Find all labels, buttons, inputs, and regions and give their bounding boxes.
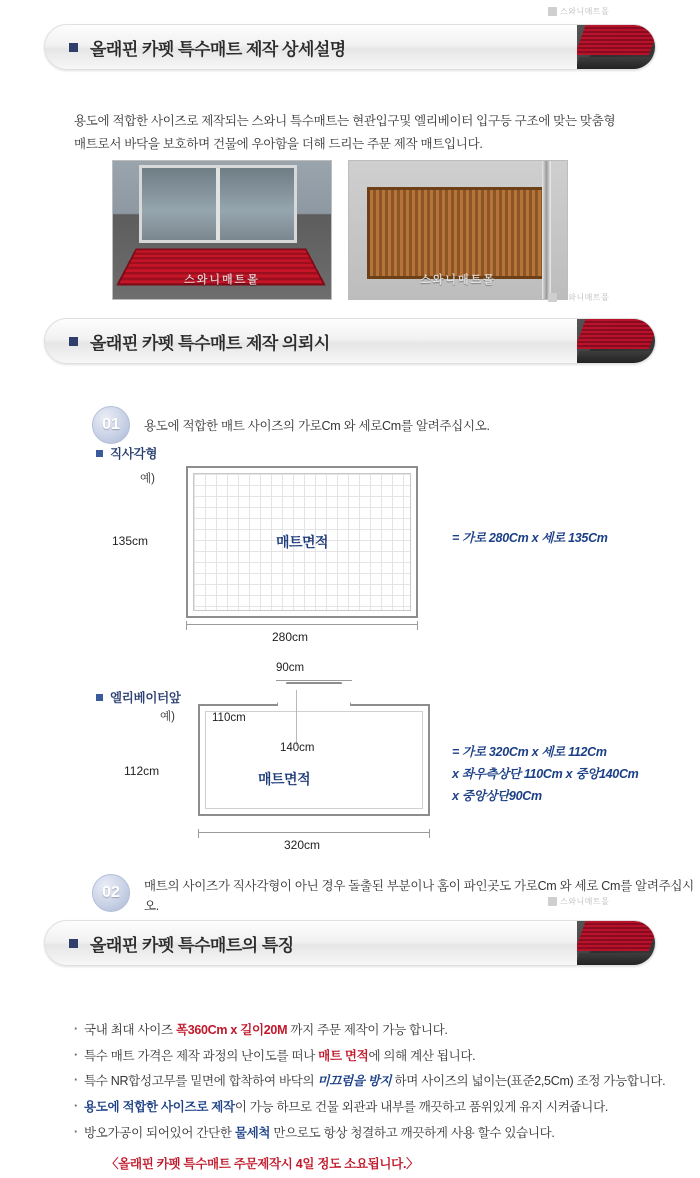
- list-item: [72, 1095, 700, 1121]
- diagram-elev-width-label: 320cm: [284, 838, 321, 852]
- watermark-bottom: [548, 896, 609, 907]
- watermark-text: 스와니매트몰: [560, 7, 610, 16]
- square-bullet-icon: [96, 694, 103, 701]
- diagram-elev-notch: [278, 702, 350, 706]
- features-ul: [72, 1018, 700, 1146]
- feature-pre: 특수 매트 가격은 제작 과정의 난이도를 떠나: [84, 1048, 319, 1063]
- diagram-elev-height-label: 112cm: [124, 764, 160, 778]
- diagram-rect-example: 예): [140, 473, 155, 485]
- diagram-elev-label-wrap: [96, 688, 181, 706]
- watermark-text: 스와니매트몰: [560, 897, 610, 906]
- watermark-icon: [548, 7, 557, 16]
- feature-post: 만으로도 항상 청결하고 깨끗하게 사용 할수 있습니다.: [270, 1125, 555, 1140]
- step-badge-02: 02: [92, 874, 130, 912]
- diagram-rect-width-label: 280cm: [272, 630, 309, 644]
- intro-line-1: 용도에 적합한 사이즈로 제작되는 스와니 특수매트는 현관입구및 엘리베이터 입구등 구조에 맞는 맞춤형: [74, 114, 616, 128]
- diagram-rect-area-label: 매트면적: [275, 534, 329, 550]
- section-title-order: 올래핀 카펫 특수매트 제작 의뢰시: [90, 333, 330, 353]
- diagram-elev-top-dimline: [276, 680, 352, 681]
- section-title-features: 올래핀 카펫 특수매트의 특징: [90, 935, 294, 955]
- door-graphic: [139, 165, 297, 243]
- photo-watermark: 스와니매트몰: [420, 274, 496, 286]
- bullet-icon: [69, 43, 78, 52]
- diagram-elev-equation-line-2: x 좌우측상단 110Cm x 중앙140Cm: [452, 766, 639, 781]
- list-item: [72, 1018, 700, 1044]
- section-header-features: [44, 920, 656, 966]
- diagram-elevator: [0, 646, 700, 864]
- diagram-elev-left-inner-label: 110cm: [212, 712, 246, 724]
- watermark-top: [548, 6, 609, 17]
- photo-entrance: [112, 160, 332, 300]
- feature-em: 매트 면적: [318, 1048, 369, 1063]
- closing-note: 〈올래핀 카펫 특수매트 주문제작시 4일 정도 소요됩니다.〉: [106, 1157, 419, 1172]
- diagram-elev-equation-line-3: x 중앙상단90Cm: [452, 788, 542, 803]
- feature-post: 하며 사이즈의 넓이는(표준2,5Cm) 조정 가능합니다.: [391, 1074, 666, 1089]
- feature-post: 이 가능 하므로 건물 외관과 내부를 깨끗하고 품위있게 유지 시켜줍니다.: [234, 1099, 609, 1114]
- step-text-01: 용도에 적합한 매트 사이즈의 가로Cm 와 세로Cm를 알려주십시오.: [144, 419, 490, 433]
- feature-post: 까지 주문 제작이 가능 합니다.: [287, 1023, 448, 1037]
- section-header-detail: [44, 24, 656, 70]
- watermark-icon: [548, 293, 557, 302]
- bullet-icon: [69, 939, 78, 948]
- list-item: [72, 1044, 700, 1070]
- diagram-elev-center-line: [296, 690, 297, 746]
- diagram-rect-shape: [186, 466, 418, 618]
- watermark-text: 스와니매트몰: [560, 293, 610, 302]
- diagram-rect-label: 직사각형: [110, 447, 158, 461]
- photo-watermark: 스와니매트몰: [184, 274, 260, 286]
- feature-em: 용도에 적합한 사이즈로 제작: [84, 1099, 235, 1114]
- feature-em: 폭360Cm x 길이20M: [175, 1023, 288, 1037]
- rail-graphic: [542, 161, 551, 299]
- feature-pre: 특수 NR합성고무를 밑면에 합착하여 바닥의: [84, 1074, 318, 1089]
- feature-post: 에 의해 계산 됩니다.: [368, 1048, 476, 1063]
- brown-mat-graphic: [367, 187, 551, 279]
- feature-pre: 방오가공이 되어있어 간단한: [84, 1125, 235, 1140]
- mat-thumbnail-icon: [577, 319, 655, 364]
- section-title-detail: 올래핀 카펫 특수매트 제작 상세설명: [90, 39, 346, 59]
- diagram-elev-equation-line-1: = 가로 320Cm x 세로 112Cm: [452, 745, 607, 759]
- step-text-02: 매트의 사이즈가 직사각형이 아닌 경우 돌출된 부분이나 홈이 파인곳도 가로Cm 와 세로 Cm를 알려주십시오.: [144, 879, 694, 913]
- intro-paragraph: [74, 110, 700, 156]
- photo-gallery: [112, 160, 568, 300]
- step-badge-01: 01: [92, 406, 130, 444]
- bullet-icon: [69, 337, 78, 346]
- mat-thumbnail-icon: [577, 921, 655, 966]
- diagram-elev-example: 예): [160, 711, 175, 723]
- list-item: [72, 1069, 700, 1095]
- diagram-elev-label: 엘리베이터앞: [110, 691, 181, 705]
- photo-elevator: [348, 160, 568, 300]
- diagram-rectangle: [0, 444, 700, 644]
- watermark-mid: [548, 292, 609, 303]
- feature-em: 미끄럼을 방지: [317, 1074, 392, 1089]
- diagram-rect-height-label: 135cm: [112, 534, 149, 548]
- step-01: [0, 406, 700, 444]
- diagram-rect-equation: = 가로 280Cm x 세로 135Cm: [452, 531, 608, 545]
- diagram-elev-center-label: 140cm: [280, 742, 315, 754]
- diagram-elev-top-label: 90cm: [276, 662, 305, 674]
- diagram-elev-area-label: 매트면적: [258, 771, 311, 787]
- watermark-icon: [548, 897, 557, 906]
- diagram-elev-equation: [452, 742, 639, 808]
- features-list: [72, 1018, 700, 1178]
- diagram-rect-grid: [193, 473, 411, 611]
- diagram-rect-label-wrap: [96, 444, 157, 462]
- square-bullet-icon: [96, 450, 103, 457]
- diagram-rect-width-dimline: [186, 624, 418, 625]
- mat-thumbnail-icon: [577, 25, 655, 70]
- list-item: [72, 1121, 700, 1147]
- intro-line-2: 매트로서 바닥을 보호하며 건물에 우아함을 더해 드리는 주문 제작 매트입니다.: [74, 137, 483, 152]
- feature-pre: 국내 최대 사이즈: [84, 1023, 176, 1037]
- section-header-order: [44, 318, 656, 364]
- feature-em: 물세척: [234, 1125, 271, 1140]
- diagram-elev-width-dimline: [198, 832, 430, 833]
